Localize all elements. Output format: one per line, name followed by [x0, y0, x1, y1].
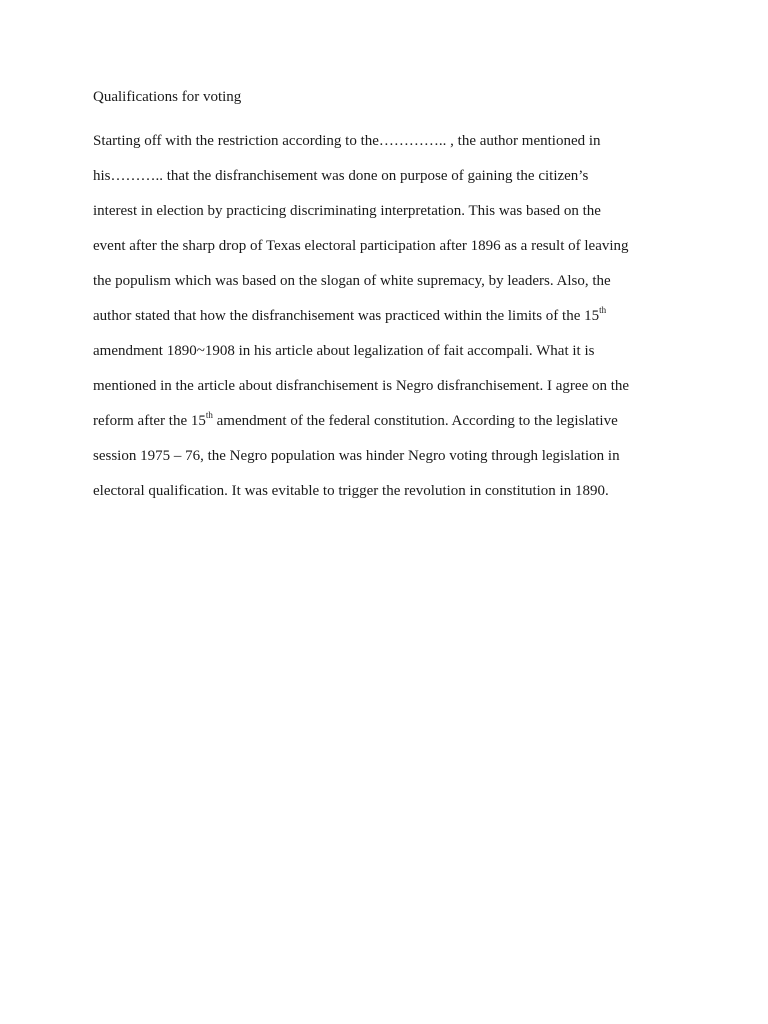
document-body [93, 131, 693, 501]
body-line [93, 166, 693, 186]
body-line [93, 341, 693, 361]
body-line [93, 201, 693, 221]
body-line-text-after: amendment of the federal constitution. According to the legislative [212, 413, 618, 429]
body-line-text: his……….. that the disfranchisement was done on purpose of gaining the citizen’s [93, 168, 589, 184]
body-line-text: session 1975 – 76, the Negro population was hinder Negro voting through legislation in [93, 448, 620, 464]
body-line-text: electoral qualification. It was evitable to trigger the revolution in constitution in 1890. [93, 483, 609, 499]
ordinal-superscript: th [599, 305, 607, 315]
body-line [93, 236, 693, 256]
body-line-text: the populism which was based on the slogan of white supremacy, by leaders. Also, the [93, 273, 611, 289]
body-line [93, 446, 693, 466]
document-title: Qualifications for voting [93, 89, 242, 105]
ordinal-superscript: th [205, 410, 213, 420]
body-line [93, 481, 693, 501]
body-line [93, 306, 693, 326]
body-line [93, 411, 693, 431]
body-line-text: reform after the 15 [93, 413, 206, 429]
body-line [93, 131, 693, 151]
body-line-text: event after the sharp drop of Texas electoral participation after 1896 as a result of leaving [93, 238, 629, 254]
body-line-text: amendment 1890~1908 in his article about legalization of fait accompali. What it is [93, 343, 595, 359]
body-line-text: mentioned in the article about disfranchisement is Negro disfranchisement. I agree on the [93, 378, 630, 394]
body-line [93, 376, 693, 396]
body-line [93, 271, 693, 291]
body-line-text: Starting off with the restriction according to the………….. , the author mentioned in [93, 133, 601, 149]
body-line-text: interest in election by practicing discriminating interpretation. This was based on the [93, 203, 601, 219]
body-line-text: author stated that how the disfranchisement was practiced within the limits of the 15 [93, 308, 600, 324]
